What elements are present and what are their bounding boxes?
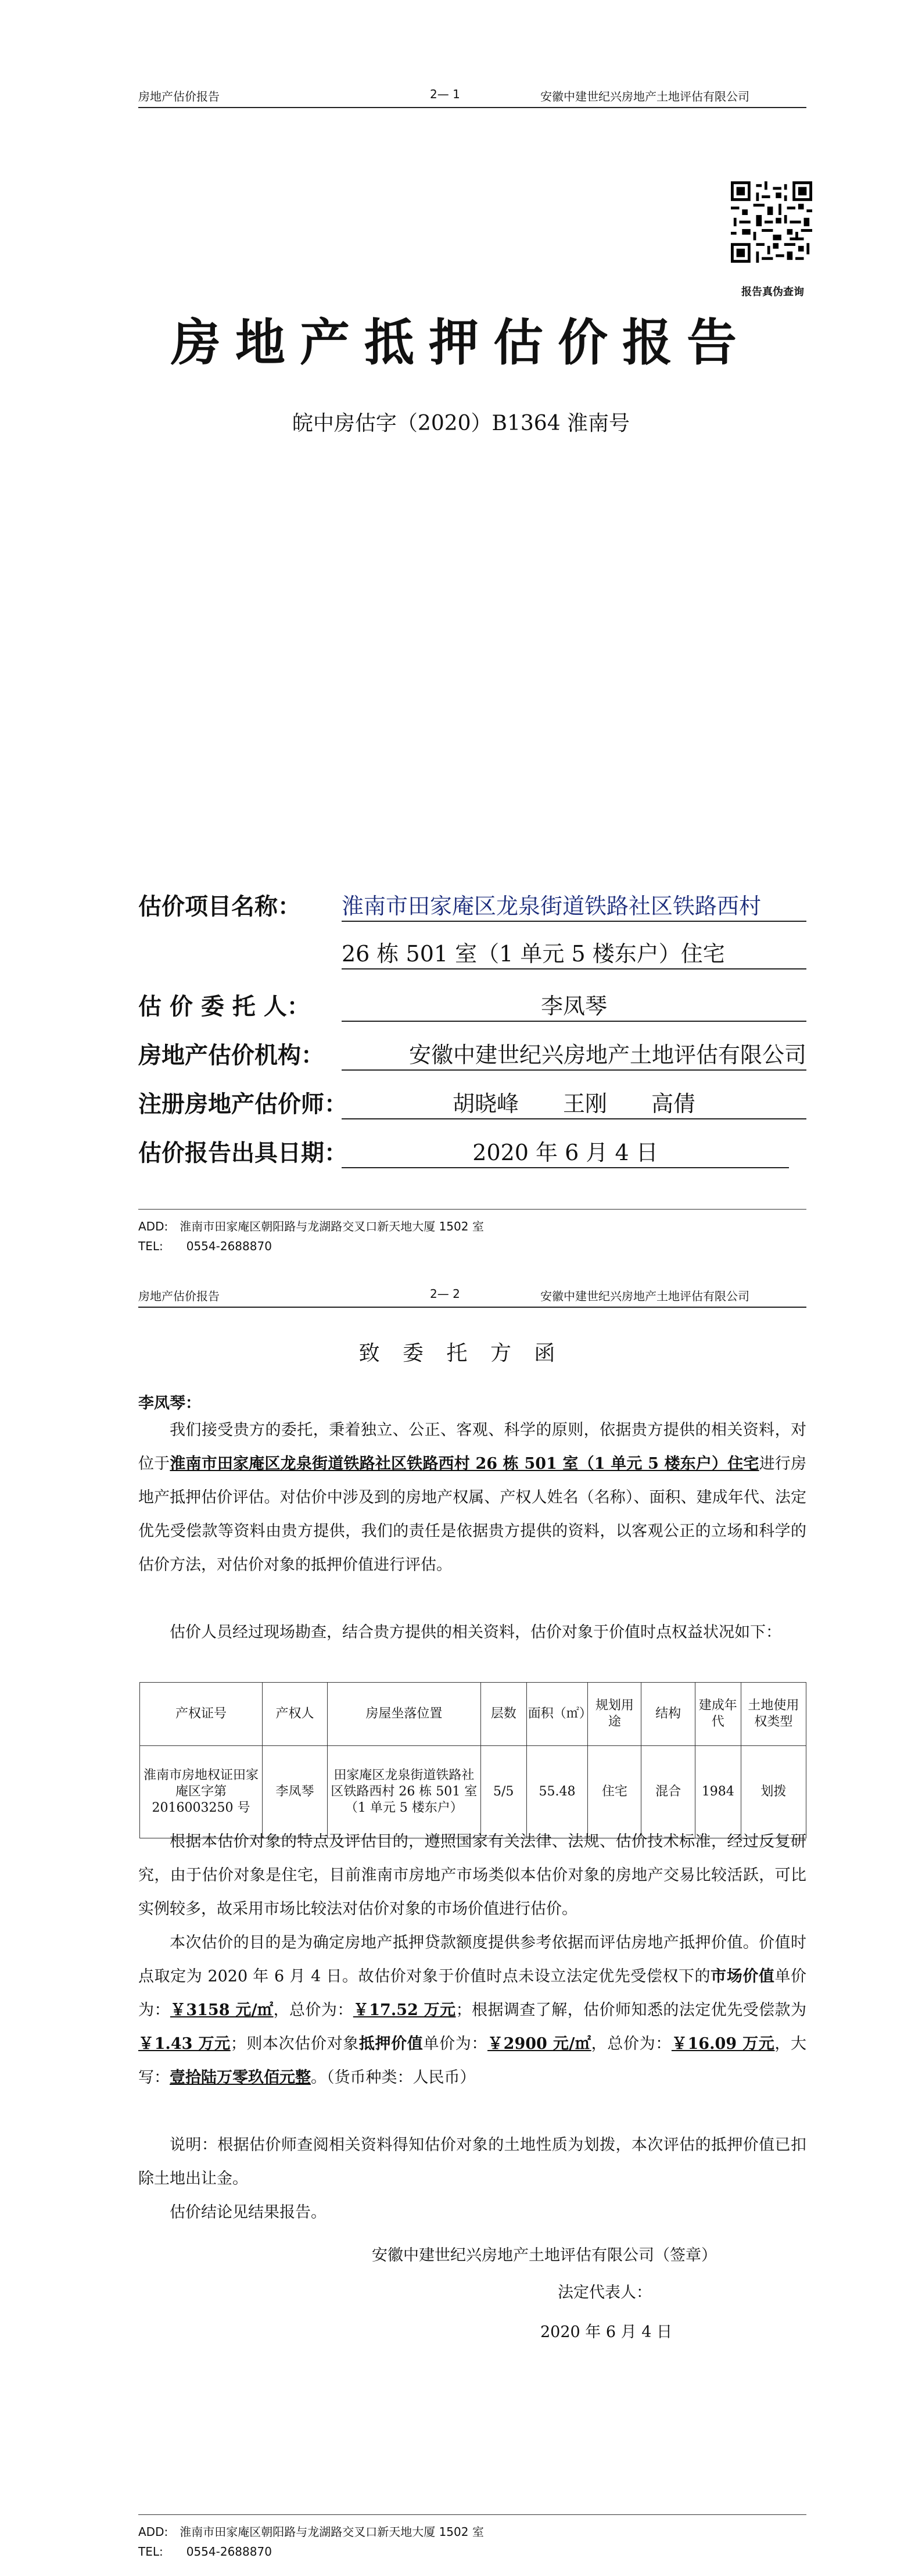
footer-tel: TEL: 0554-2688870: [138, 2545, 272, 2559]
table-cell: 淮南市房地权证田家庵区字第2016003250 号: [140, 1746, 263, 1838]
salutation: 李凤琴：: [138, 1394, 201, 1412]
footer-address: ADD: 淮南市田家庵区朝阳路与龙湖路交叉口新天地大厦 1502 室: [138, 2525, 484, 2539]
footer-tel: TEL: 0554-2688870: [138, 1239, 272, 1253]
table-header: 产权人: [262, 1683, 327, 1746]
table-header: 层数: [480, 1683, 526, 1746]
table-cell: 1984: [695, 1746, 741, 1838]
page-number: 2— 2: [430, 1287, 460, 1301]
underline: [342, 1021, 806, 1022]
table-cell: 田家庵区龙泉街道铁路社区铁路西村 26 栋 501 室（1 单元 5 楼东户）: [327, 1746, 480, 1838]
table-cell: 李凤琴: [262, 1746, 327, 1838]
table-cell: 5/5: [480, 1746, 526, 1838]
amount-in-words: 壹拾陆万零玖佰元整: [170, 2069, 311, 2087]
underline: [342, 1167, 789, 1168]
appraisers-label: 注册房地产估价师：: [138, 1090, 347, 1118]
signature-date: 2020 年 6 月 4 日: [540, 2323, 672, 2341]
property-address: 淮南市田家庵区龙泉街道铁路社区铁路西村 26 栋 501 室（1 单元 5 楼东户）住宅: [170, 1455, 759, 1473]
underline: [342, 921, 806, 922]
table-cell: 55.48: [526, 1746, 587, 1838]
appraisers-value: 胡晓峰 王刚 高倩: [452, 1091, 695, 1117]
underline: [342, 1069, 806, 1071]
table-cell: 住宅: [588, 1746, 641, 1838]
paragraph-4: 本次估价的目的是为确定房地产抵押贷款额度提供参考依据而评估房地产抵押价值。价值时点取定为 2020 年 6 月 4 日。故估价对象于价值时点未设立法定优先受偿权下的市场价值单价为：￥3158 元/㎡，总价为：￥17.52 万元；根据调查了解，估价师知悉的法定优先受偿款为￥1.43 万元；则本次估价对象抵押价值单价为：￥2900 元/㎡，总价为：￥16.09 万元，大写：壹拾陆万零玖佰元整。（货币种类：人民币）: [138, 1934, 807, 2087]
report-title: 房地产抵押估价报告: [171, 313, 751, 372]
running-header-left: 房地产估价报告: [138, 90, 220, 103]
table-header: 规划用途: [588, 1683, 641, 1746]
table-header: 土地使用权类型: [741, 1683, 806, 1746]
running-header-right: 安徽中建世纪兴房地产土地评估有限公司: [540, 90, 749, 103]
paragraph-1: 我们接受贵方的委托，秉着独立、公正、客观、科学的原则，依据贵方提供的相关资料，对位于淮南市田家庵区龙泉街道铁路社区铁路西村 26 栋 501 室（1 单元 5 楼东户）住宅进行房地产抵押估价评估。对估价中涉及到的房地产权属、产权人姓名（名称）、面积、建成年代、法定优先受偿款等资料由贵方提供，我们的责任是依据贵方提供的资料，以客观公正的立场和科学的估价方法，对估价对象的抵押价值进行评估。: [138, 1421, 806, 1574]
table-header: 结构: [641, 1683, 695, 1746]
table-header: 面积（㎡）: [526, 1683, 587, 1746]
qr-caption: 报告真伪查询: [741, 286, 804, 298]
property-table: [139, 1682, 806, 1838]
footer-address: ADD: 淮南市田家庵区朝阳路与龙湖路交叉口新天地大厦 1502 室: [138, 1219, 484, 1233]
paragraph-2: 估价人员经过现场勘查，结合贵方提供的相关资料，估价对象于价值时点权益状况如下：: [170, 1623, 781, 1641]
table-header: 建成年代: [695, 1683, 741, 1746]
project-name-label: 估价项目名称：: [138, 893, 301, 920]
issue-date-label: 估价报告出具日期：: [138, 1139, 347, 1167]
footer-rule: [138, 1209, 806, 1210]
client-label: 估 价 委 托 人：: [138, 993, 310, 1020]
footer-rule: [138, 2514, 806, 2515]
market-unit-price: ￥3158 元/㎡: [170, 2001, 274, 2019]
page-number: 2— 1: [430, 87, 460, 101]
underline: [342, 968, 806, 969]
table-cell: 划拨: [741, 1746, 806, 1838]
paragraph-5: 说明：根据估价师查阅相关资料得知估价对象的土地性质为划拨，本次评估的抵押价值已扣除土地出让金。: [138, 2136, 806, 2188]
paragraph-3: 根据本估价对象的特点及评估目的，遵照国家有关法律、法规、估价技术标准，经过反复研究，由于估价对象是住宅，目前淮南市房地产市场类似本估价对象的房地产交易比较活跃，可比实例较多，故采用市场比较法对估价对象的市场价值进行估价。: [138, 1833, 806, 1918]
market-total-price: ￥17.52 万元: [353, 2001, 456, 2019]
letter-title: 致 委 托 方 函: [358, 1341, 564, 1365]
header-rule: [138, 1307, 806, 1308]
mortgage-total-price: ￥16.09 万元: [671, 2035, 775, 2053]
header-rule: [138, 107, 806, 108]
document-number: 皖中房估字（2020）B1364 淮南号: [292, 412, 630, 435]
agency-value: 安徽中建世纪兴房地产土地评估有限公司: [408, 1042, 806, 1068]
table-header: 产权证号: [140, 1683, 263, 1746]
underline: [342, 1118, 806, 1119]
table-row: [140, 1746, 806, 1838]
signature-company: 安徽中建世纪兴房地产土地评估有限公司（签章）: [372, 2246, 717, 2264]
mortgage-unit-price: ￥2900 元/㎡: [487, 2035, 591, 2053]
running-header-right: 安徽中建世纪兴房地产土地评估有限公司: [540, 1289, 749, 1303]
table-header: 房屋坐落位置: [327, 1683, 480, 1746]
agency-label: 房地产估价机构：: [138, 1042, 324, 1069]
priority-claim: ￥1.43 万元: [138, 2035, 231, 2053]
qr-code-icon: [731, 181, 812, 263]
issue-date-value: 2020 年 6 月 4 日: [472, 1140, 658, 1165]
project-name-line2: 26 栋 501 室（1 单元 5 楼东户）住宅: [342, 941, 725, 967]
table-cell: 混合: [641, 1746, 695, 1838]
project-name-line1: 淮南市田家庵区龙泉街道铁路社区铁路西村: [342, 893, 762, 919]
client-value: 李凤琴: [540, 993, 607, 1019]
signature-legal-rep: 法定代表人：: [558, 2284, 652, 2302]
paragraph-6: 估价结论见结果报告。: [170, 2203, 327, 2221]
running-header-left: 房地产估价报告: [138, 1289, 220, 1303]
